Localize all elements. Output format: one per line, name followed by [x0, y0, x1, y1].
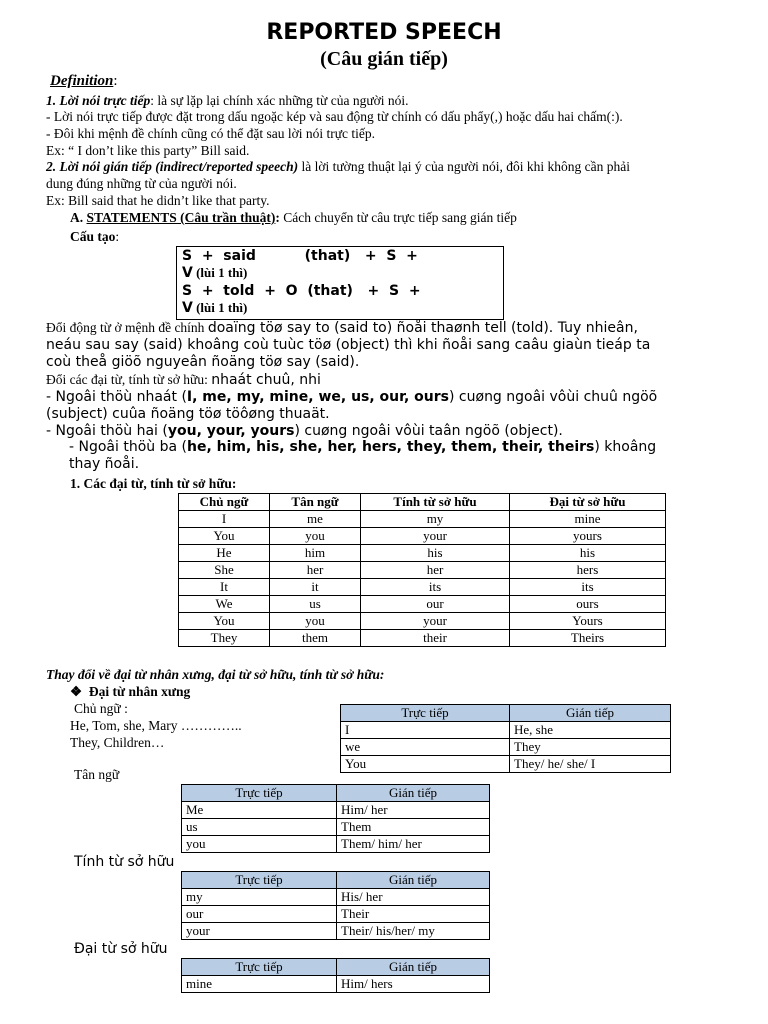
cell: us [182, 819, 337, 836]
cell: He, she [510, 722, 671, 739]
cell: It [179, 579, 270, 596]
cell: You [179, 528, 270, 545]
page-subtitle: (Câu gián tiếp) [320, 48, 448, 70]
indirect-speech-line [46, 159, 630, 175]
table-row [179, 613, 666, 630]
pronoun-table [178, 493, 666, 647]
cell: I [179, 511, 270, 528]
cell: mine [182, 976, 337, 993]
first-person-a: - Ngoâi thöù nhaát ( [46, 389, 187, 405]
indirect-speech-head: 2. Lời nói gián tiếp (indirect/reported speech) [46, 159, 299, 174]
pronoun-table-header [179, 494, 666, 511]
posspron-table-header [182, 959, 490, 976]
first-person-b: I, me, my, mine, we, us, our, ours [186, 389, 450, 405]
cell: her [361, 562, 510, 579]
header-direct: Trực tiếp [182, 872, 337, 889]
first-person-line [46, 389, 657, 405]
subject-example-2: They, Children… [70, 735, 165, 750]
object-table-header [182, 785, 490, 802]
table-row [182, 976, 490, 993]
cell: His/ her [337, 889, 490, 906]
possadj-table-header [182, 872, 490, 889]
cell: its [361, 579, 510, 596]
cell: you [270, 613, 361, 630]
cell: our [361, 596, 510, 613]
table-row [179, 511, 666, 528]
verb-change-line-1 [46, 320, 638, 336]
personal-pronoun-label: Đại từ nhân xưng [88, 684, 191, 699]
cell: us [270, 596, 361, 613]
first-person-line-2: (subject) cuûa ñoäng töø töôøng thuaät. [46, 406, 330, 422]
cell: yours [510, 528, 666, 545]
third-person-line-2: thay ñoåi. [69, 456, 140, 472]
page-title: REPORTED SPEECH [266, 20, 502, 45]
header-subject: Chủ ngữ [179, 494, 270, 511]
first-person-c: ) cuøng ngoâi vôùi chuû ngöõ [449, 389, 658, 405]
cell: their [361, 630, 510, 647]
definition-heading [50, 73, 118, 90]
second-person-b: you, your, yours [167, 423, 295, 439]
header-direct: Trực tiếp [182, 785, 337, 802]
table-row [341, 739, 671, 756]
second-person-a: - Ngoâi thöù hai ( [46, 423, 168, 439]
verb-change-b: doaïng töø say to (said to) ñoåi thaønh tell (told). Tuy nhieân, [207, 320, 638, 336]
cell: you [182, 836, 337, 853]
cell: I [341, 722, 510, 739]
pronoun-change-a: Đổi các đại từ, tính từ sở hữu: [46, 372, 212, 387]
pronoun-change-b: nhaát chuû, nhi [211, 372, 321, 388]
cell: its [510, 579, 666, 596]
indirect-speech-rest: là lời tường thuật lại ý của người nói, đôi khi không cần phải [298, 159, 630, 174]
table-row [341, 756, 671, 773]
cell: Their [337, 906, 490, 923]
header-indirect: Gián tiếp [337, 959, 490, 976]
header-possessive-adjective: Tính từ sở hữu [361, 494, 510, 511]
statements-prefix: A. [70, 210, 87, 225]
table-row [182, 819, 490, 836]
indirect-speech-example: Ex: Bill said that he didn’t like that party. [46, 193, 270, 208]
second-person-line [46, 423, 563, 439]
header-direct: Trực tiếp [182, 959, 337, 976]
possessive-adjective-table [181, 871, 490, 940]
cell: them [270, 630, 361, 647]
verb-change-line-3: coù theå giöõ nguyeân ñoäng töø say (said). [46, 354, 360, 370]
statements-head: STATEMENTS (Câu trần thuật) [86, 210, 276, 225]
cell: ours [510, 596, 666, 613]
cell: Their/ his/her/ my [337, 923, 490, 940]
statements-rest: Cách chuyển từ câu trực tiếp sang gián tiếp [279, 210, 517, 225]
table-row [179, 579, 666, 596]
table-row [179, 545, 666, 562]
structure-row-1-verb: V [182, 265, 193, 281]
cell: They [179, 630, 270, 647]
cell: You [179, 613, 270, 630]
statements-colon: : [275, 210, 280, 225]
cell: his [510, 545, 666, 562]
cell: my [361, 511, 510, 528]
subject-example-1: He, Tom, she, Mary ………….. [70, 718, 242, 733]
cell: He [179, 545, 270, 562]
changes-heading: Thay đổi về đại từ nhân xưng, đại từ sở hữu, tính từ sở hữu: [46, 667, 385, 682]
direct-speech-example: Ex: “ I don’t like this party” Bill said. [46, 143, 250, 158]
structure-row-2-suffix: (lùi 1 thì) [192, 300, 248, 315]
direct-speech-line-2: - Lời nói trực tiếp được đặt trong dấu ngoặc kép và sau động từ chính có dấu phẩy(,) hoặc dấu hai chấm(:). [46, 109, 623, 124]
cell: me [270, 511, 361, 528]
cell: you [270, 528, 361, 545]
second-person-c: ) cuøng ngoâi vôùi taân ngöõ (object). [294, 423, 563, 439]
statements-heading [70, 210, 517, 226]
cell: your [361, 528, 510, 545]
table-row [182, 889, 490, 906]
structure-row-2b [182, 300, 247, 316]
table-row [182, 906, 490, 923]
structure-box [176, 246, 504, 320]
structure-row-2: S + told + O (that) + S + [182, 283, 421, 299]
cell: hers [510, 562, 666, 579]
cell: him [270, 545, 361, 562]
structure-row-1b [182, 265, 247, 281]
table-row [341, 722, 671, 739]
header-indirect: Gián tiếp [510, 705, 671, 722]
structure-row-2-verb: V [182, 300, 193, 316]
structure-label [70, 229, 119, 245]
table-row [179, 596, 666, 613]
possessive-pronoun-label: Đại từ sở hữu [74, 941, 168, 957]
direct-speech-head: 1. Lời nói trực tiếp [46, 93, 151, 108]
direct-speech-rest: : là sự lặp lại chính xác những từ của người nói. [150, 93, 409, 108]
table-row [179, 528, 666, 545]
object-label: Tân ngữ [74, 767, 120, 782]
third-person-b: he, him, his, she, her, hers, they, them, their, theirs [186, 439, 595, 455]
cell: her [270, 562, 361, 579]
header-possessive-pronoun: Đại từ sở hữu [510, 494, 666, 511]
cell: your [182, 923, 337, 940]
cell: his [361, 545, 510, 562]
cell: They [510, 739, 671, 756]
structure-colon: : [115, 229, 120, 244]
cell: my [182, 889, 337, 906]
cell: your [361, 613, 510, 630]
cell: Him/ hers [337, 976, 490, 993]
table-row [182, 836, 490, 853]
cell: Him/ her [337, 802, 490, 819]
cell: They/ he/ she/ I [510, 756, 671, 773]
verb-change-line-2: neáu sau say (said) khoâng coù tuùc töø (object) thì khi ñoåi sang caâu giaùn tieáp ta [46, 337, 651, 353]
third-person-c: ) khoâng [594, 439, 657, 455]
cell: Yours [510, 613, 666, 630]
cell: mine [510, 511, 666, 528]
header-indirect: Gián tiếp [337, 785, 490, 802]
cell: Them/ him/ her [337, 836, 490, 853]
possessive-adjective-label: Tính từ sở hữu [74, 854, 175, 870]
structure-label-text: Cấu tạo [70, 229, 116, 244]
cell: we [341, 739, 510, 756]
cell: our [182, 906, 337, 923]
cell: Theirs [510, 630, 666, 647]
structure-row-1-suffix: (lùi 1 thì) [192, 265, 248, 280]
definition-colon: : [113, 73, 118, 89]
bullet-diamond-icon: ❖ [70, 684, 83, 699]
cell: it [270, 579, 361, 596]
pronoun-change-line [46, 372, 321, 388]
table-row [179, 630, 666, 647]
cell: We [179, 596, 270, 613]
subject-table-header [341, 705, 671, 722]
subject-label: Chủ ngữ : [74, 701, 128, 716]
table-row [182, 923, 490, 940]
third-person-a: - Ngoâi thöù ba ( [69, 439, 187, 455]
header-direct: Trực tiếp [341, 705, 510, 722]
structure-row-1: S + said (that) + S + [182, 248, 418, 264]
cell: Them [337, 819, 490, 836]
cell: You [341, 756, 510, 773]
object-table [181, 784, 490, 853]
header-object: Tân ngữ [270, 494, 361, 511]
cell: She [179, 562, 270, 579]
pronoun-table-caption: 1. Các đại từ, tính từ sở hữu: [70, 476, 237, 491]
verb-change-a: Đổi động từ ở mệnh đề chính [46, 320, 208, 335]
possessive-pronoun-table [181, 958, 490, 993]
direct-speech-line-3: - Đôi khi mệnh đề chính cũng có thể đặt sau lời nói trực tiếp. [46, 126, 376, 141]
personal-pronoun-heading [70, 684, 190, 700]
indirect-speech-line-2: dung đúng những từ của người nói. [46, 176, 237, 191]
direct-speech-line [46, 93, 409, 109]
table-row [179, 562, 666, 579]
header-indirect: Gián tiếp [337, 872, 490, 889]
third-person-line [69, 439, 656, 455]
table-row [182, 802, 490, 819]
definition-label: Definition [50, 73, 114, 89]
subject-table [340, 704, 671, 773]
cell: Me [182, 802, 337, 819]
